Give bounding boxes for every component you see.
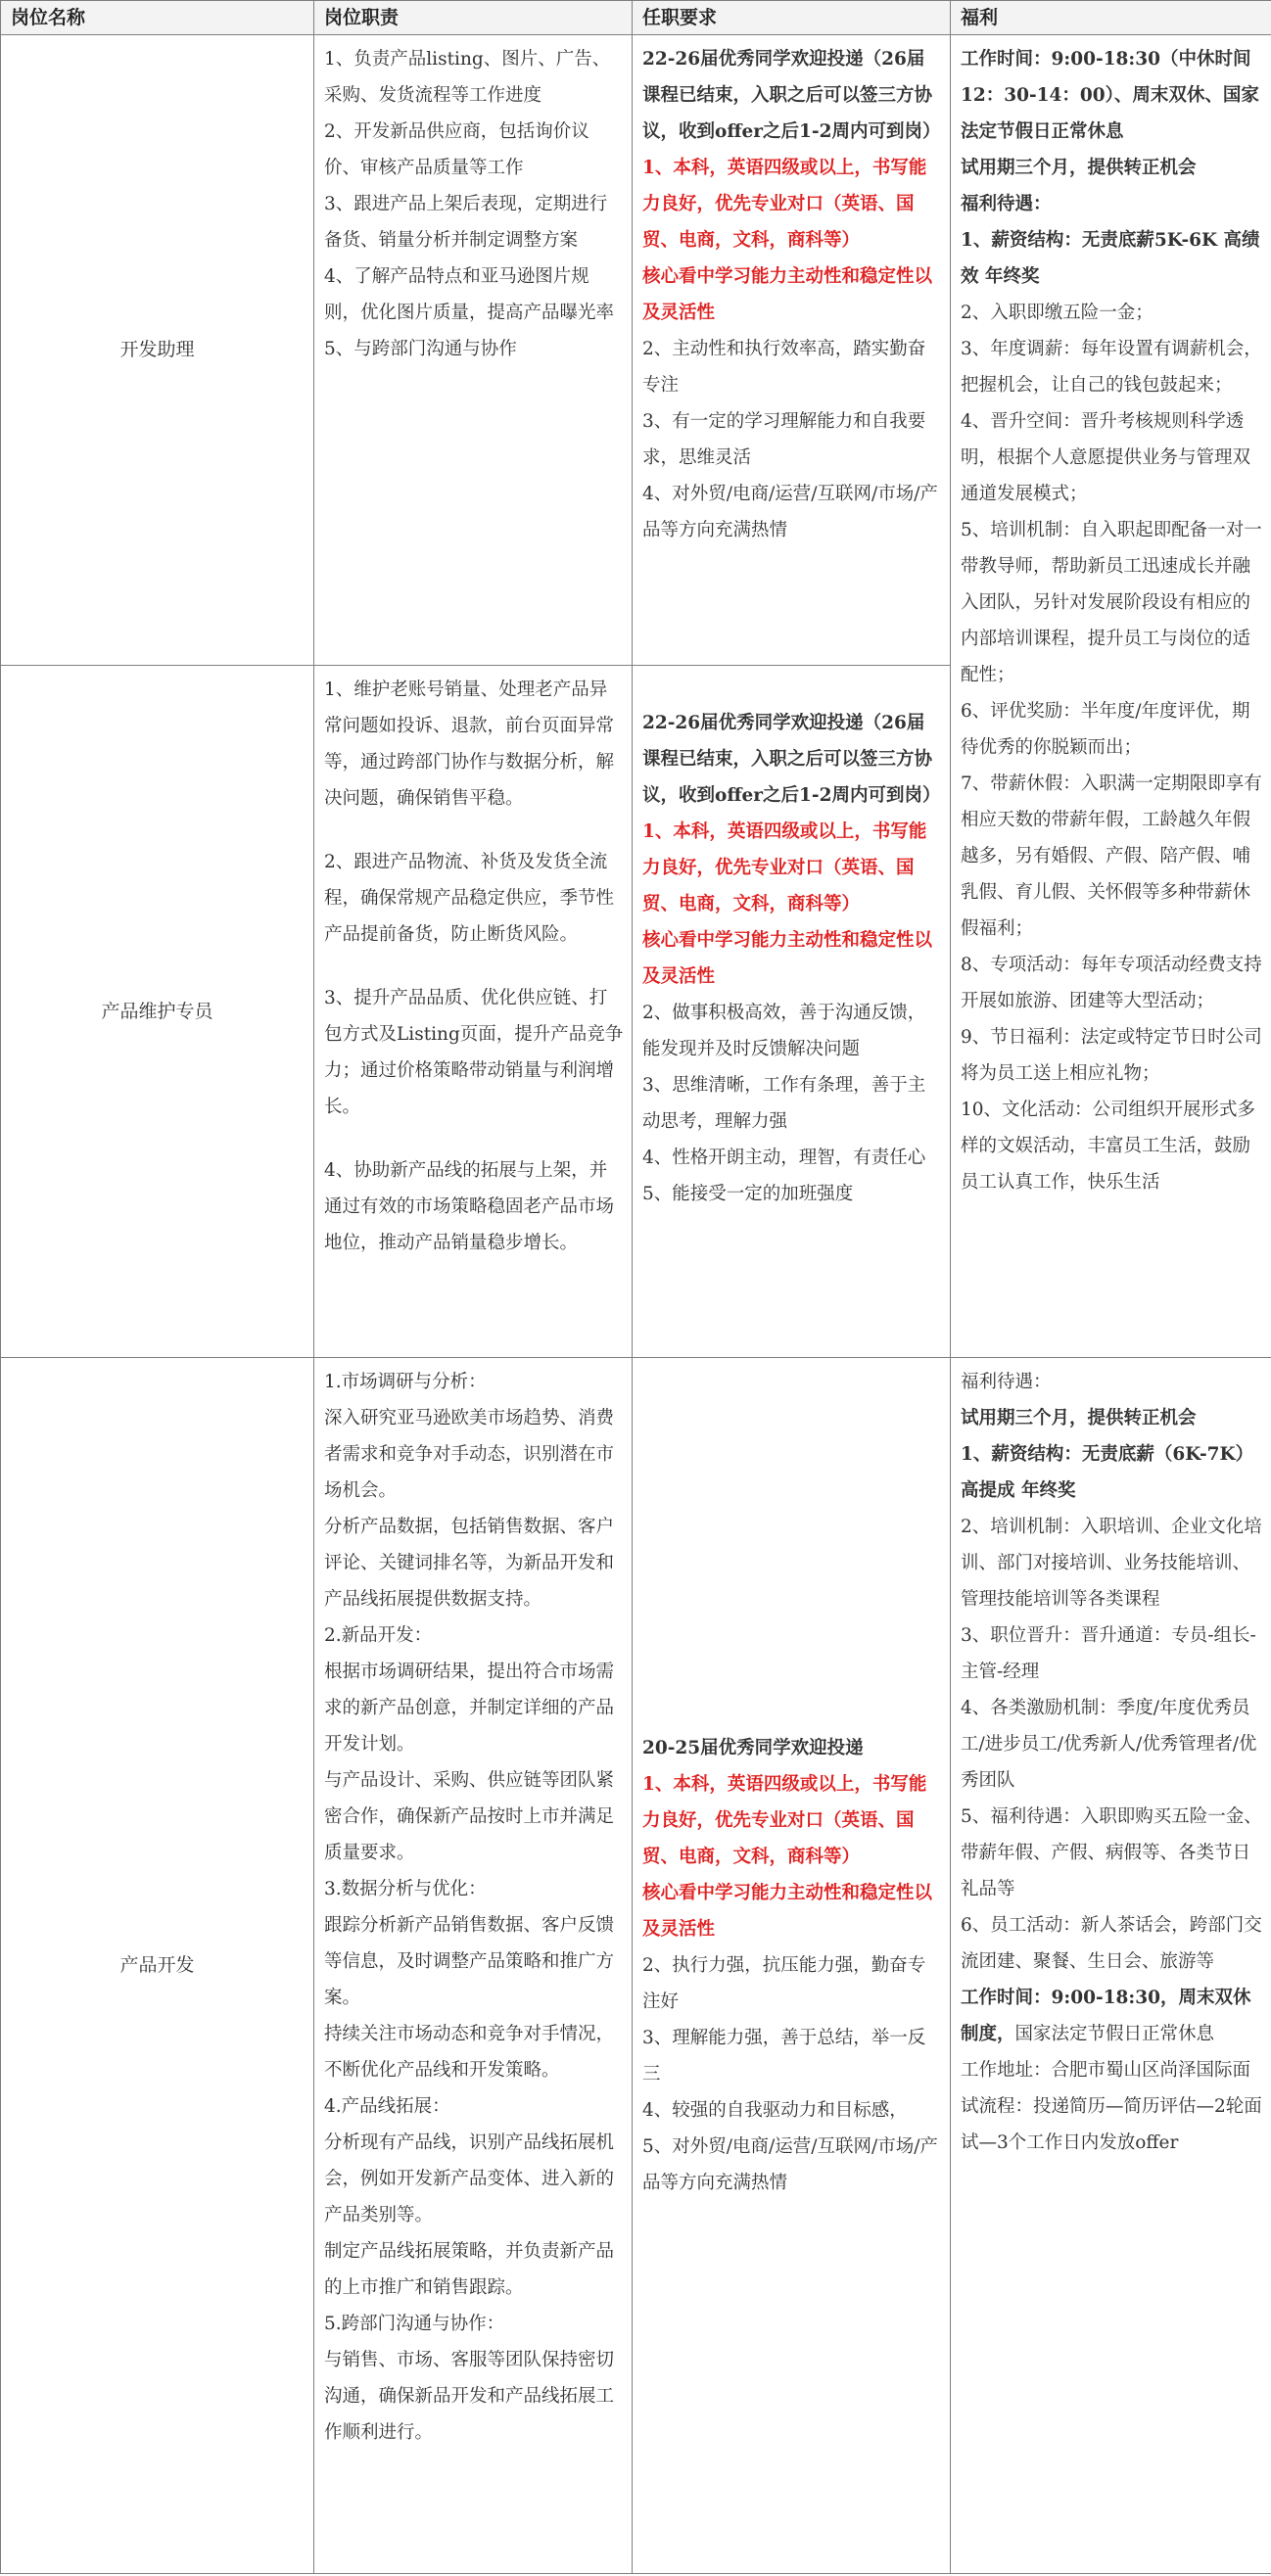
requirements-cell (633, 35, 951, 666)
benefit-item: 9、节日福利：法定或特定节日时公司将为员工送上相应礼物； (961, 1027, 1262, 1084)
req-key: 1、本科，英语四级或以上，书写能力良好，优先专业对口（英语、国贸、电商，文科，商科等） (642, 1774, 927, 1867)
req-focus: 核心看中学习能力主动性和稳定性以及灵活性 (642, 266, 933, 323)
duty-item: 2、跟进产品物流、补货及发货全流程，确保常规产品稳定供应，季节性产品提前备货，防止断货风险。 (324, 852, 615, 945)
benefit-item: 3、职位晋升：晋升通道：专员-组长-主管-经理 (961, 1625, 1256, 1682)
benefit-salary: 1、薪资结构：无责底薪（6K-7K）高提成 年终奖 (961, 1444, 1254, 1501)
duty-item: 3、跟进产品上架后表现，定期进行备货、销量分析并制定调整方案 (324, 194, 608, 251)
duty-item: 1.市场调研与分析： (324, 1372, 487, 1392)
req-item: 4、较强的自我驱动力和目标感， (642, 2100, 908, 2121)
duty-item: 3.数据分析与优化： (324, 1879, 487, 1899)
req-focus: 核心看中学习能力主动性和稳定性以及灵活性 (642, 1883, 933, 1940)
req-intro: 22-26届优秀同学欢迎投递（26届课程已结束，入职之后可以签三方协议，收到offer之后1-2周内可到岗） (642, 49, 941, 142)
req-item: 2、执行力强，抗压能力强，勤奋专注好 (642, 1955, 926, 2012)
duty-item: 5、与跨部门沟通与协作 (324, 339, 517, 359)
req-focus: 核心看中学习能力主动性和稳定性以及灵活性 (642, 930, 933, 987)
req-item: 2、做事积极高效，善于沟通反馈，能发现并及时反馈解决问题 (642, 1003, 926, 1059)
position-name: 开发助理 (1, 35, 314, 666)
req-item: 4、对外贸/电商/运营/互联网/市场/产品等方向充满热情 (642, 484, 938, 540)
duties-cell (314, 35, 633, 666)
benefit-item: 8、专项活动：每年专项活动经费支持开展如旅游、团建等大型活动； (961, 955, 1262, 1011)
duty-item: 分析现有产品线，识别产品线拓展机会，例如开发新产品变体、进入新的产品类别等。 (324, 2132, 615, 2225)
duty-item: 4、了解产品特点和亚马逊图片规则，优化图片质量，提高产品曝光率 (324, 266, 615, 323)
req-item: 3、有一定的学习理解能力和自我要求，思维灵活 (642, 411, 926, 468)
req-intro: 22-26届优秀同学欢迎投递（26届课程已结束，入职之后可以签三方协议，收到offer之后1-2周内可到岗） (642, 713, 941, 806)
benefit-hours: 工作时间：9:00-18:30（中休时间12：30-14：00）、周末双休、国家法定节假日正常休息 (961, 49, 1259, 142)
header-row (1, 1, 1271, 35)
duty-item: 分析产品数据，包括销售数据、客户评论、关键词排名等，为新品开发和产品线拓展提供数据支持。 (324, 1517, 615, 1610)
duty-item: 5.跨部门沟通与协作： (324, 2314, 505, 2334)
duty-item: 3、提升产品品质、优化供应链、打包方式及Listing页面，提升产品竞争力；通过价格策略带动销量与利润增长。 (324, 988, 624, 1117)
duty-item: 2.新品开发： (324, 1625, 433, 1646)
req-item: 3、思维清晰，工作有条理，善于主动思考，理解力强 (642, 1075, 926, 1132)
benefit-item: 6、评优奖励：半年度/年度评优，期待优秀的你脱颖而出； (961, 701, 1250, 758)
duty-item: 1、维护老账号销量、处理老产品异常问题如投诉、退款，前台页面异常等，通过跨部门协作与数据分析，解决问题，确保销售平稳。 (324, 679, 615, 809)
duty-item: 4.产品线拓展： (324, 2096, 450, 2117)
requirements-cell (633, 1358, 951, 2574)
requirements-cell (633, 666, 951, 1358)
position-name: 产品开发 (1, 1358, 314, 2574)
duty-item: 与销售、市场、客服等团队保持密切沟通，确保新品开发和产品线拓展工作顺利进行。 (324, 2350, 615, 2443)
req-key: 1、本科，英语四级或以上，书写能力良好，优先专业对口（英语、国贸、电商，文科，商科等） (642, 158, 927, 251)
benefit-location: 工作地址：合肥市蜀山区尚泽国际面试流程：投递简历—简历评估—2轮面试—3个工作日内发放offer (961, 2060, 1262, 2153)
req-item: 2、主动性和执行效率高，踏实勤奋专注 (642, 339, 926, 396)
req-intro: 20-25届优秀同学欢迎投递 (642, 1738, 864, 1758)
benefit-item: 7、带薪休假：入职满一定期限即享有相应天数的带薪年假，工龄越久年假越多，另有婚假、产假、陪产假、哺乳假、育儿假、关怀假等多种带薪休假福利； (961, 773, 1262, 939)
benefit-item: 2、培训机制：入职培训、企业文化培训、部门对接培训、业务技能培训、管理技能培训等各类课程 (961, 1517, 1262, 1610)
duty-item: 2、开发新品供应商，包括询价议价、审核产品质量等工作 (324, 121, 589, 178)
benefit-hours-rest: 国家法定节假日正常休息 (1014, 2024, 1215, 2044)
duties-cell (314, 666, 633, 1358)
table-row (1, 1358, 1271, 2574)
duty-item: 持续关注市场动态和竞争对手情况，不断优化产品线和开发策略。 (324, 2024, 615, 2081)
header-duties: 岗位职责 (314, 1, 633, 35)
req-key: 1、本科，英语四级或以上，书写能力良好，优先专业对口（英语、国贸、电商，文科，商科等） (642, 821, 927, 914)
duty-item: 制定产品线拓展策略，并负责新产品的上市推广和销售跟踪。 (324, 2241, 615, 2298)
table-row (1, 35, 1271, 666)
header-requirements: 任职要求 (633, 1, 951, 35)
duties-cell (314, 1358, 633, 2574)
benefit-item: 3、年度调薪：每年设置有调薪机会，把握机会，让自己的钱包鼓起来； (961, 339, 1262, 396)
benefit-hours: 工作时间：9:00-18:30，周末双休制度， (961, 1988, 1251, 2044)
benefit-item: 6、员工活动：新人茶话会，跨部门交流团建、聚餐、生日会、旅游等 (961, 1915, 1262, 1972)
benefit-title: 福利待遇： (961, 1372, 1052, 1392)
position-name: 产品维护专员 (1, 666, 314, 1358)
benefit-probation: 试用期三个月，提供转正机会 (961, 158, 1197, 178)
duty-item: 与产品设计、采购、供应链等团队紧密合作，确保新产品按时上市并满足质量要求。 (324, 1770, 615, 1863)
benefit-item: 4、各类激励机制：季度/年度优秀员工/进步员工/优秀新人/优秀管理者/优秀团队 (961, 1698, 1257, 1791)
duty-item: 跟踪分析新产品销售数据、客户反馈等信息，及时调整产品策略和推广方案。 (324, 1915, 615, 2008)
benefit-item: 10、文化活动：公司组织开展形式多样的文娱活动，丰富员工生活，鼓励员工认真工作，快乐生活 (961, 1100, 1256, 1193)
benefit-salary: 1、薪资结构：无责底薪5K-6K 高绩效 年终奖 (961, 230, 1260, 287)
benefits-cell-shared (951, 35, 1271, 1358)
req-item: 3、理解能力强，善于总结，举一反三 (642, 2028, 926, 2084)
benefit-item: 5、福利待遇：入职即购买五险一金、带薪年假、产假、病假等、各类节日礼品等 (961, 1806, 1262, 1899)
duty-item: 4、协助新产品线的拓展与上架，并通过有效的市场策略稳固老产品市场地位，推动产品销量稳步增长。 (324, 1160, 615, 1253)
duty-item: 1、负责产品listing、图片、广告、采购、发货流程等工作进度 (324, 49, 611, 106)
req-item: 4、性格开朗主动，理智，有责任心 (642, 1147, 926, 1168)
benefit-item: 2、入职即缴五险一金； (961, 303, 1153, 323)
header-position: 岗位名称 (1, 1, 314, 35)
benefit-item: 5、培训机制：自入职起即配备一对一带教导师，帮助新员工迅速成长并融入团队，另针对发展阶段设有相应的内部培训课程，提升员工与岗位的适配性； (961, 520, 1262, 685)
benefits-cell-dev (951, 1358, 1271, 2574)
benefit-probation: 试用期三个月，提供转正机会 (961, 1408, 1197, 1429)
benefit-item: 4、晋升空间：晋升考核规则科学透明，根据个人意愿提供业务与管理双通道发展模式； (961, 411, 1251, 504)
benefit-title: 福利待遇： (961, 194, 1052, 214)
header-benefits: 福利 (951, 1, 1271, 35)
req-item: 5、能接受一定的加班强度 (642, 1184, 854, 1204)
req-item: 5、对外贸/电商/运营/互联网/市场/产品等方向充满热情 (642, 2136, 938, 2193)
duty-item: 根据市场调研结果，提出符合市场需求的新产品创意，并制定详细的产品开发计划。 (324, 1662, 615, 1755)
duty-item: 深入研究亚马逊欧美市场趋势、消费者需求和竞争对手动态，识别潜在市场机会。 (324, 1408, 615, 1501)
